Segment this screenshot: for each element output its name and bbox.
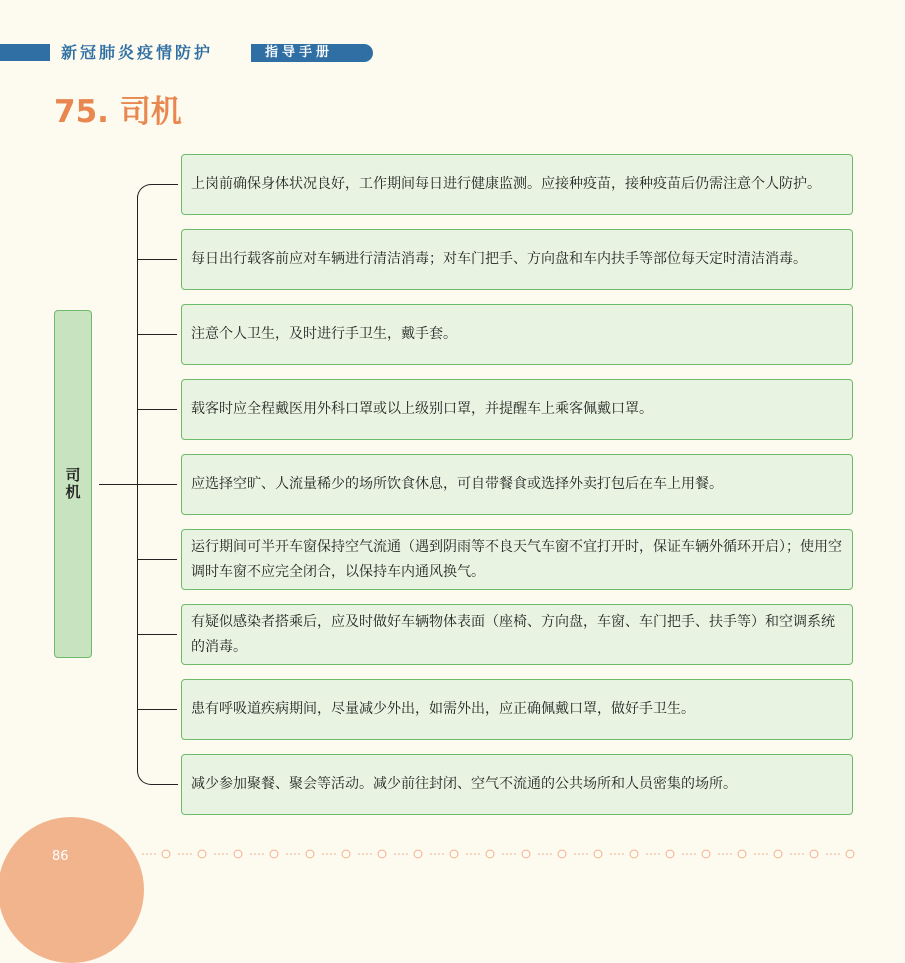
guideline-item bbox=[181, 154, 853, 215]
dot-ring bbox=[666, 850, 674, 858]
branch-line bbox=[137, 409, 177, 410]
dot-ring bbox=[198, 850, 206, 858]
dot-ring bbox=[450, 850, 458, 858]
guideline-item-text: 应选择空旷、人流量稀少的场所饮食休息，可自带餐食或选择外卖打包后在车上用餐。 bbox=[191, 476, 723, 492]
guideline-item bbox=[181, 529, 853, 590]
page-title: 75. 司机 bbox=[54, 94, 182, 130]
dot-ring bbox=[774, 850, 782, 858]
header-accent-bar bbox=[0, 44, 50, 61]
dot-ring bbox=[630, 850, 638, 858]
dot-ring bbox=[378, 850, 386, 858]
mindmap-root-node bbox=[54, 310, 92, 658]
dot-ring bbox=[522, 850, 530, 858]
dot-ring bbox=[558, 850, 566, 858]
dot-ring bbox=[234, 850, 242, 858]
guideline-item bbox=[181, 379, 853, 440]
header-book-title: 新冠肺炎疫情防护 bbox=[61, 43, 214, 62]
guideline-item bbox=[181, 679, 853, 740]
guideline-item bbox=[181, 229, 853, 290]
guideline-item-text: 运行期间可半开车窗保持空气流通（遇到阴雨等不良天气车窗不宜打开时，保证车辆外循环开启）；使用空调时车窗不应完全闭合，以保持车内通风换气。 bbox=[191, 538, 842, 580]
guideline-item-text: 注意个人卫生，及时进行手卫生，戴手套。 bbox=[191, 326, 457, 342]
branch-line bbox=[137, 559, 177, 560]
guideline-item-text: 每日出行载客前应对车辆进行清洁消毒；对车门把手、方向盘和车内扶手等部位每天定时清洁消毒。 bbox=[191, 251, 807, 267]
page-number: 86 bbox=[52, 849, 69, 864]
dot-ring bbox=[162, 850, 170, 858]
guideline-item bbox=[181, 454, 853, 515]
dot-ring bbox=[486, 850, 494, 858]
dot-ring bbox=[306, 850, 314, 858]
branch-line bbox=[137, 484, 177, 485]
dot-ring bbox=[270, 850, 278, 858]
dot-ring bbox=[846, 850, 854, 858]
dot-ring bbox=[738, 850, 746, 858]
guideline-item-text: 患有呼吸道疾病期间，尽量减少外出，如需外出，应正确佩戴口罩，做好手卫生。 bbox=[191, 701, 695, 717]
page-number-badge bbox=[0, 817, 144, 963]
dot-ring bbox=[594, 850, 602, 858]
branch-line bbox=[137, 259, 177, 260]
guideline-item bbox=[181, 604, 853, 665]
dot-ring bbox=[702, 850, 710, 858]
guideline-item-text: 减少参加聚餐、聚会等活动。减少前往封闭、空气不流通的公共场所和人员密集的场所。 bbox=[191, 776, 737, 792]
branch-line bbox=[137, 634, 177, 635]
header-badge: 指导手册 bbox=[251, 44, 373, 62]
guideline-item-text: 载客时应全程戴医用外科口罩或以上级别口罩，并提醒车上乘客佩戴口罩。 bbox=[191, 401, 653, 417]
trunk-bottom-curve bbox=[137, 770, 178, 785]
root-connector-line bbox=[99, 484, 137, 485]
dot-ring bbox=[414, 850, 422, 858]
guideline-item-text: 上岗前确保身体状况良好，工作期间每日进行健康监测。应接种疫苗，接种疫苗后仍需注意个人防护。 bbox=[191, 176, 821, 192]
branch-line bbox=[137, 709, 177, 710]
dot-ring bbox=[342, 850, 350, 858]
trunk-top-curve bbox=[137, 184, 178, 199]
mindmap-root-label: 司机 bbox=[63, 467, 82, 501]
branch-line bbox=[137, 334, 177, 335]
guideline-item bbox=[181, 304, 853, 365]
dot-ring bbox=[810, 850, 818, 858]
decorative-dot-line bbox=[130, 844, 856, 864]
guideline-item-text: 有疑似感染者搭乘后，应及时做好车辆物体表面（座椅、方向盘，车窗、车门把手、扶手等）和空调系统的消毒。 bbox=[191, 613, 835, 655]
guideline-item bbox=[181, 754, 853, 815]
